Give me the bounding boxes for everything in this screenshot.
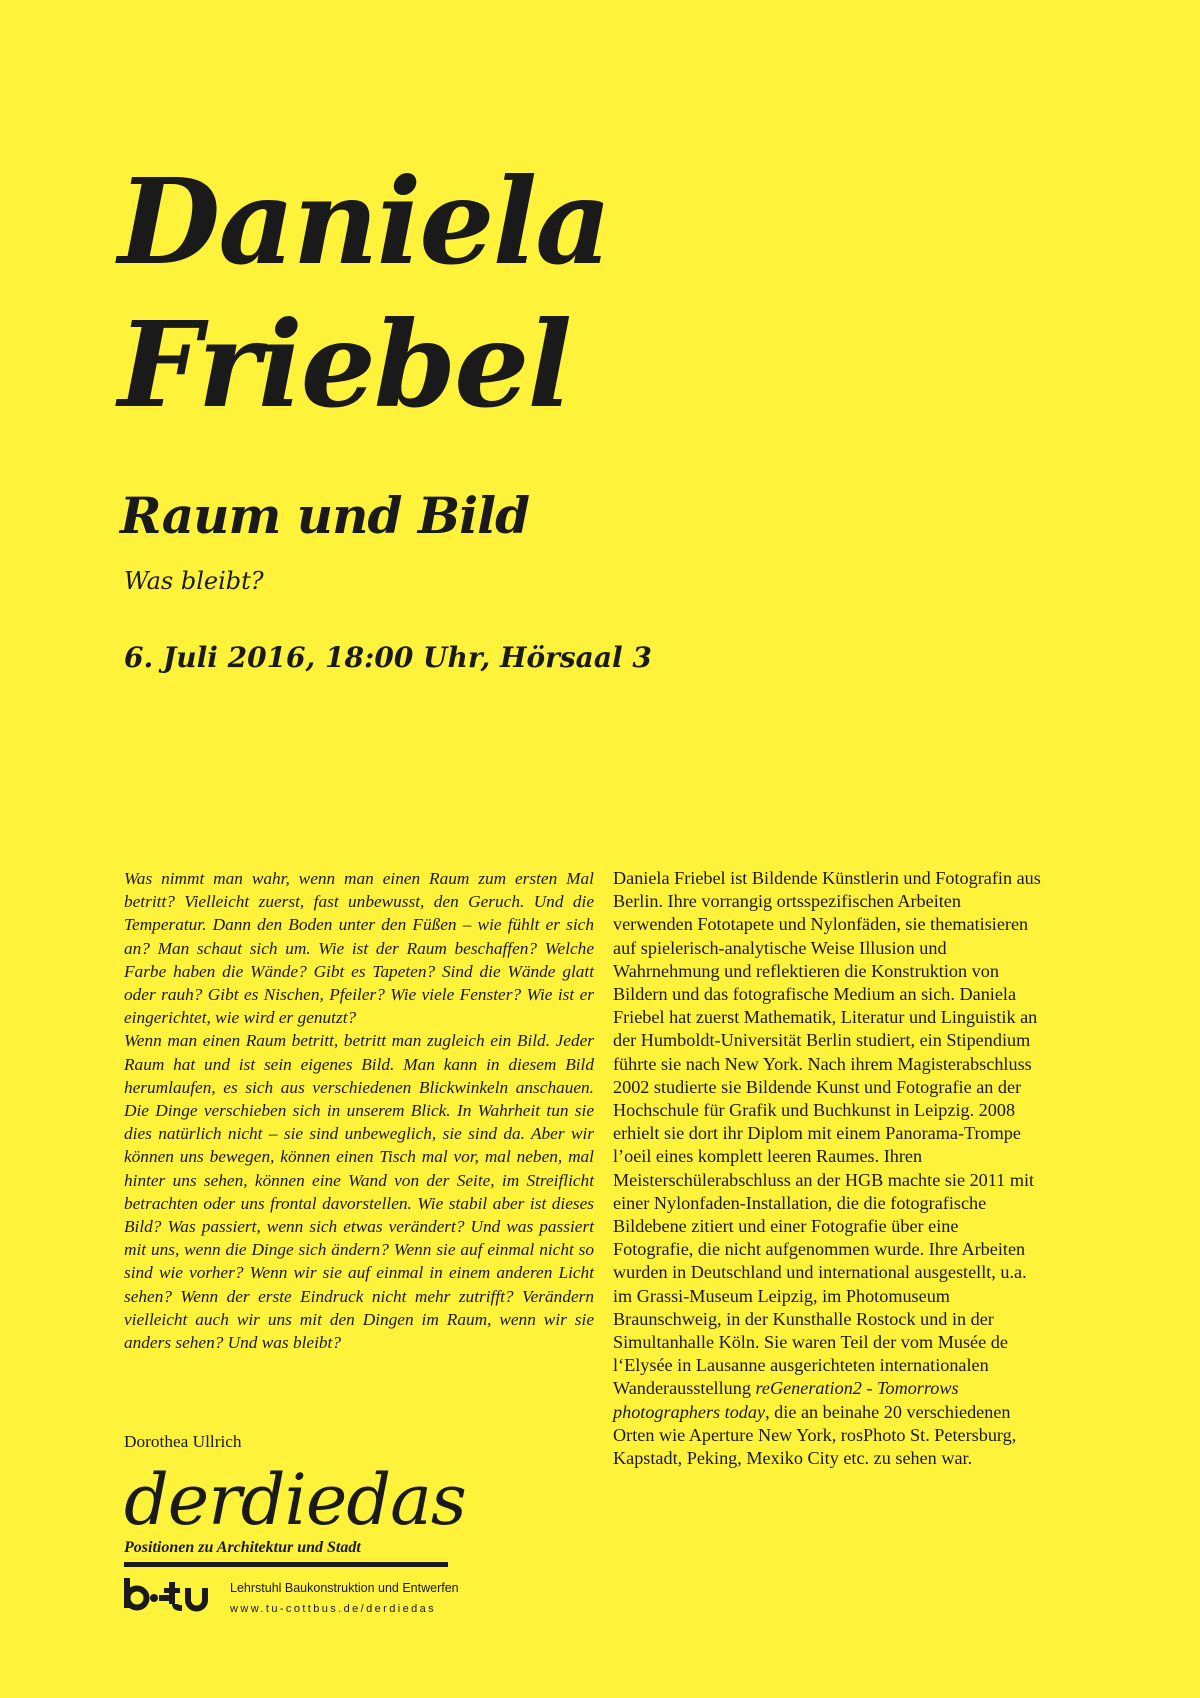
essay-paragraph: Was nimmt man wahr, wenn man einen Raum zum ersten Mal betritt? Vielleicht zuerst, fast unbewusst, den Geruch. Und die Temperatur. Dann den Boden unter den Füßen – wie fühlt er sich an? Man schaut sich um. Wie ist der Raum beschaffen? Welche Farbe haben die Wände? Gibt es Tapeten? Sind die Wände glatt oder rauh? Gibt es Nischen, Pfeiler? Wie viele Fenster? Wie ist er eingerichtet, wie wird er genutzt?	[124, 869, 594, 1028]
btu-logo-icon	[122, 1574, 218, 1616]
lecture-title: Raum und Bild	[120, 486, 530, 545]
derdiedas-logo: derdiedas	[124, 1459, 466, 1541]
bio-text: , die an beinahe 20 verschiedenen Orten wie Aperture New York, rosPhoto St. Petersburg, Kapstadt, Peking, Mexiko City etc. zu sehen war.	[613, 1401, 1017, 1469]
lecture-tagline: Was bleibt?	[124, 567, 264, 595]
logo-divider	[124, 1562, 448, 1567]
website-url: www.tu-cottbus.de/derdiedas	[230, 1603, 437, 1615]
bio-paragraph	[613, 867, 1043, 1470]
essay-paragraph: Wenn man einen Raum betritt, betritt man zugleich ein Bild. Jeder Raum hat und ist sein eigenes Bild. Man kann in diesem Bild herumlaufen, es sich aus verschiedenen Blickwinkeln anschauen. Die Dinge verschieben sich in unserem Blick. In Wahrheit tun sie dies natürlich nicht – sie sind unbeweglich, sie sind da. Aber wir können uns bewegen, können einen Tisch mal vor, mal neben, mal hinter uns sehen, können eine Wand von der Seite, im Streiflicht betrachten oder uns frontal davorstellen. Wie stabil aber ist dieses Bild? Was passiert, wenn sich etwas verändert? Und was passiert mit uns, wenn die Dinge sich ändern? Wenn sie auf einmal nicht so sind wie vorher? Wenn wir sie auf einmal in einem anderen Licht sehen? Wenn der erste Eindruck nicht mehr zutrifft? Verändern vielleicht auch wir uns mit den Dingen im Raum, wenn wir sie anders sehen? Und was bleibt?	[124, 1031, 594, 1353]
essay-author: Dorothea Ullrich	[124, 1432, 242, 1451]
event-details: 6. Juli 2016, 18:00 Uhr, Hörsaal 3	[124, 641, 652, 674]
essay-column	[124, 867, 594, 1354]
exhibition-title: reGeneration2 - Tomorrows photographers today	[613, 1378, 959, 1422]
speaker-first-name: Daniela	[118, 152, 610, 291]
speaker-last-name: Friebel	[118, 295, 571, 434]
speaker-name	[118, 150, 610, 436]
bio-text: Daniela Friebel ist Bildende Künstlerin und Fotografin aus Berlin. Ihre vorrangig ortsspezifischen Arbeiten verwenden Fototapete und Nylonfäden, sie thematisieren auf spielerisch-analytische Weise Illusion und Wahrnehmung und reflektieren die Konstruktion von Bildern und das fotografische Medium an sich. Daniela Friebel hat zuerst Mathematik, Literatur und Linguistik an der Humboldt-Universität Berlin studiert, ein Stipendium führte sie nach New York. Nach ihrem Magisterabschluss 2002 studierte sie Bildende Kunst und Fotografie an der Hochschule für Grafik und Buchkunst in Leipzig. 2008 erhielt sie dort ihr Diplom mit einem Panorama-Trompe l’oeil eines komplett leeren Raumes. Ihren Meisterschülerabschluss an der HGB machte sie 2011 mit einer Nylonfaden-Installation, die die fotografische Bildebene zitiert und einer Fotografie über eine Fotografie, die nicht aufgenommen wurde. Ihre Arbeiten wurden in Deutschland und international ausgestellt, u.a. im Grassi-Museum Leipzig, im Photomuseum Braunschweig, in der Kunsthalle Rostock und in der Simultanhalle Köln. Sie waren Teil der vom Musée de l‘Elysée in Lausanne ausgerichteten internationalen Wanderausstellung	[613, 868, 1041, 1399]
logo-tagline: Positionen zu Architektur und Stadt	[124, 1539, 361, 1556]
chair-name: Lehrstuhl Baukonstruktion und Entwerfen	[230, 1581, 459, 1595]
bio-column	[613, 867, 1043, 1470]
